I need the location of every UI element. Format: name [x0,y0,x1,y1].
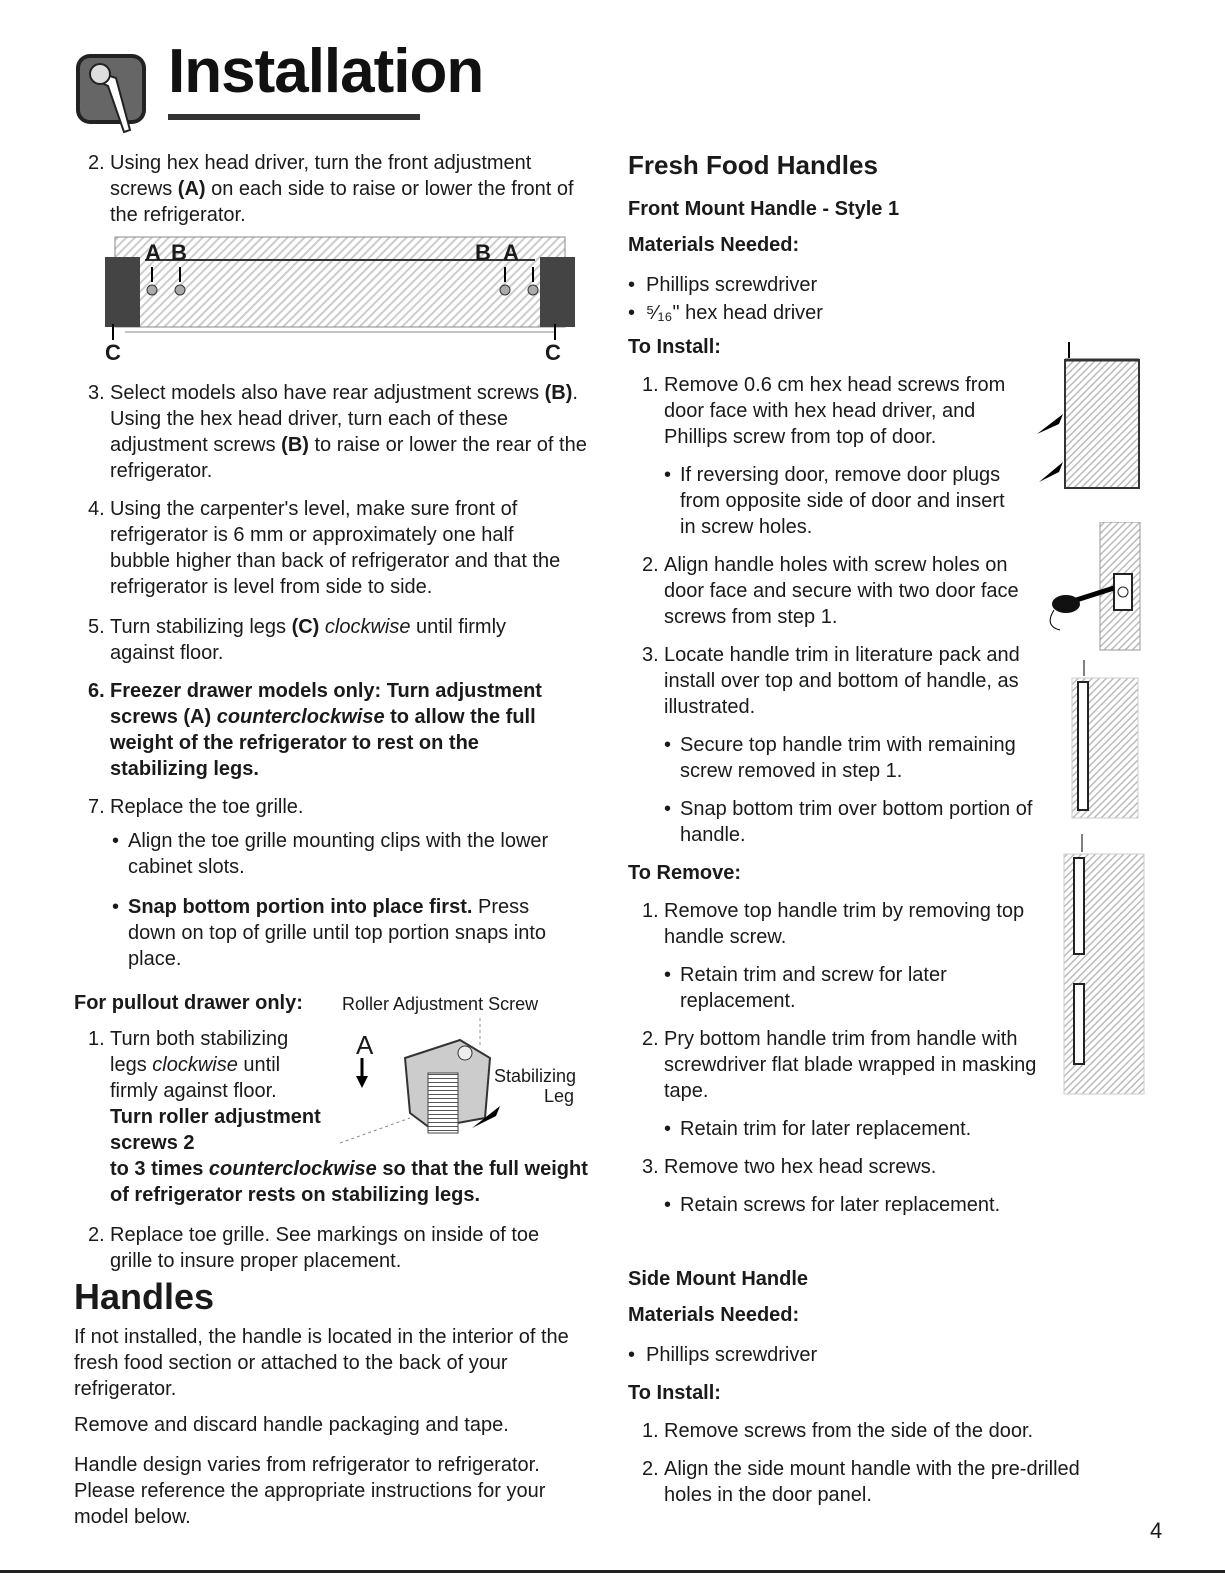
materials-heading-2: Materials Needed: [628,1304,800,1326]
left-bullet-7b: • Snap bottom portion into place first. Press down on top of grille until top portion snaps into place. [112,896,547,970]
left-step-5: 5. Turn stabilizing legs (C) clockwise until firmly against floor. [88,616,507,664]
remove-step-1: 1. Remove top handle trim by removing top handle screw. [642,900,1025,948]
left-step-6: 6. Freezer drawer models only: Turn adjustment screws (A) counterclockwise to allow the full weight of the refrigerator to rest on the stabilizing legs. [88,680,542,780]
side-step-2: 2. Align the side mount handle with the pre-drilled holes in the door panel. [642,1458,1080,1506]
title-underline [168,114,420,120]
pullout-heading: For pullout drawer only: [74,992,303,1014]
label-b-right: B [475,240,491,265]
roller-screw-label: Roller Adjustment Screw [342,994,539,1014]
to-install-heading: To Install: [628,336,721,358]
handles-p2: Remove and discard handle packaging and tape. [74,1414,509,1436]
install-step-1: 1. Remove 0.6 cm hex head screws from door face with hex head driver, and Phillips screw from top of door. [642,374,1006,448]
stabilizing-leg-label: Stabilizing Leg [494,1066,577,1106]
left-step-3: 3. Select models also have rear adjustment screws (B). Using the hex head driver, turn each of these adjustment screws (B) to raise or lower the rear of the refrigerator. [88,382,587,482]
side-step-1: 1. Remove screws from the side of the door. [642,1420,1034,1442]
materials-heading: Materials Needed: [628,234,800,256]
handles-title: Handles [74,1276,215,1317]
handle-trim-figure [1060,660,1140,820]
pullout-label-a: A [356,1030,374,1060]
label-c-right: C [545,340,561,365]
remove-step-3: 3. Remove two hex head screws. [642,1156,937,1178]
fresh-food-title: Fresh Food Handles [628,150,878,180]
footer-rule [0,1570,1225,1573]
pullout-step-1: 1. Turn both stabilizing legs clockwise until firmly against floor. Turn roller adjustment screws 2 to 3 times counterclockwise so that the full weight of refrigerator rests on stabilizing legs. [88,1028,588,1206]
page-number: 4 [1150,1518,1163,1543]
screwdriver-icon [70,48,152,138]
handle-attach-figure [1040,522,1155,652]
side-mount-heading: Side Mount Handle [628,1268,808,1290]
remove-step-2: 2. Pry bottom handle trim from handle with screwdriver flat blade wrapped in masking tape. [642,1028,1037,1102]
front-adjustment-figure [105,232,575,367]
remove-bullet-1: • Retain trim and screw for later replacement. [664,964,947,1012]
remove-bullet-2: • Retain trim for later replacement. [664,1118,972,1140]
material-1: • Phillips screwdriver [628,274,818,296]
install-bullet-1: • If reversing door, remove door plugs from opposite side of door and insert in screw holes. [664,464,1005,538]
installation-header-icon [70,48,152,128]
left-step-4: 4. Using the carpenter's level, make sure front of refrigerator is 6 mm or approximately one half bubble higher than back of refrigerator and that the refrigerator is level from side to side. [88,498,561,598]
handles-p1: If not installed, the handle is located in the interior of the fresh food section or attached to the back of your refrigerator. [74,1326,569,1400]
material-3: • Phillips screwdriver [628,1344,818,1366]
left-step-7: 7. Replace the toe grille. [88,796,304,818]
install-bullet-3a: • Secure top handle trim with remaining screw removed in step 1. [664,734,1016,782]
label-a-right: A [503,240,519,265]
front-mount-heading: Front Mount Handle - Style 1 [628,198,900,220]
install-step-3: 3. Locate handle trim in literature pack and install over top and bottom of handle, as illustrated. [642,644,1020,718]
label-c-left: C [105,340,121,365]
left-bullet-7a: • Align the toe grille mounting clips with the lower cabinet slots. [112,830,549,878]
label-a-left: A [145,240,161,265]
left-step-2: 2. Using hex head driver, turn the front adjustment screws (A) on each side to raise or lower the front of the refrigerator. [88,152,574,226]
install-bullet-3b: • Snap bottom trim over bottom portion of handle. [664,798,1033,846]
label-b-left: B [171,240,187,265]
install-step-2: 2. Align handle holes with screw holes on door face and secure with two door face screws from step 1. [642,554,1019,628]
pullout-step-2: 2. Replace toe grille. See markings on inside of toe grille to insure proper placement. [88,1224,540,1272]
door-screw-figure [1035,342,1150,492]
remove-bullet-3: • Retain screws for later replacement. [664,1194,1001,1216]
page-title: Installation [168,37,484,106]
trim-removal-figure [1058,834,1148,1104]
material-2: • ⁵⁄₁₆" hex head driver [628,302,823,324]
handles-p3: Handle design varies from refrigerator to refrigerator. Please reference the appropriate instructions for your model below. [74,1454,546,1528]
to-remove-heading: To Remove: [628,862,741,884]
to-install-heading-2: To Install: [628,1382,721,1404]
